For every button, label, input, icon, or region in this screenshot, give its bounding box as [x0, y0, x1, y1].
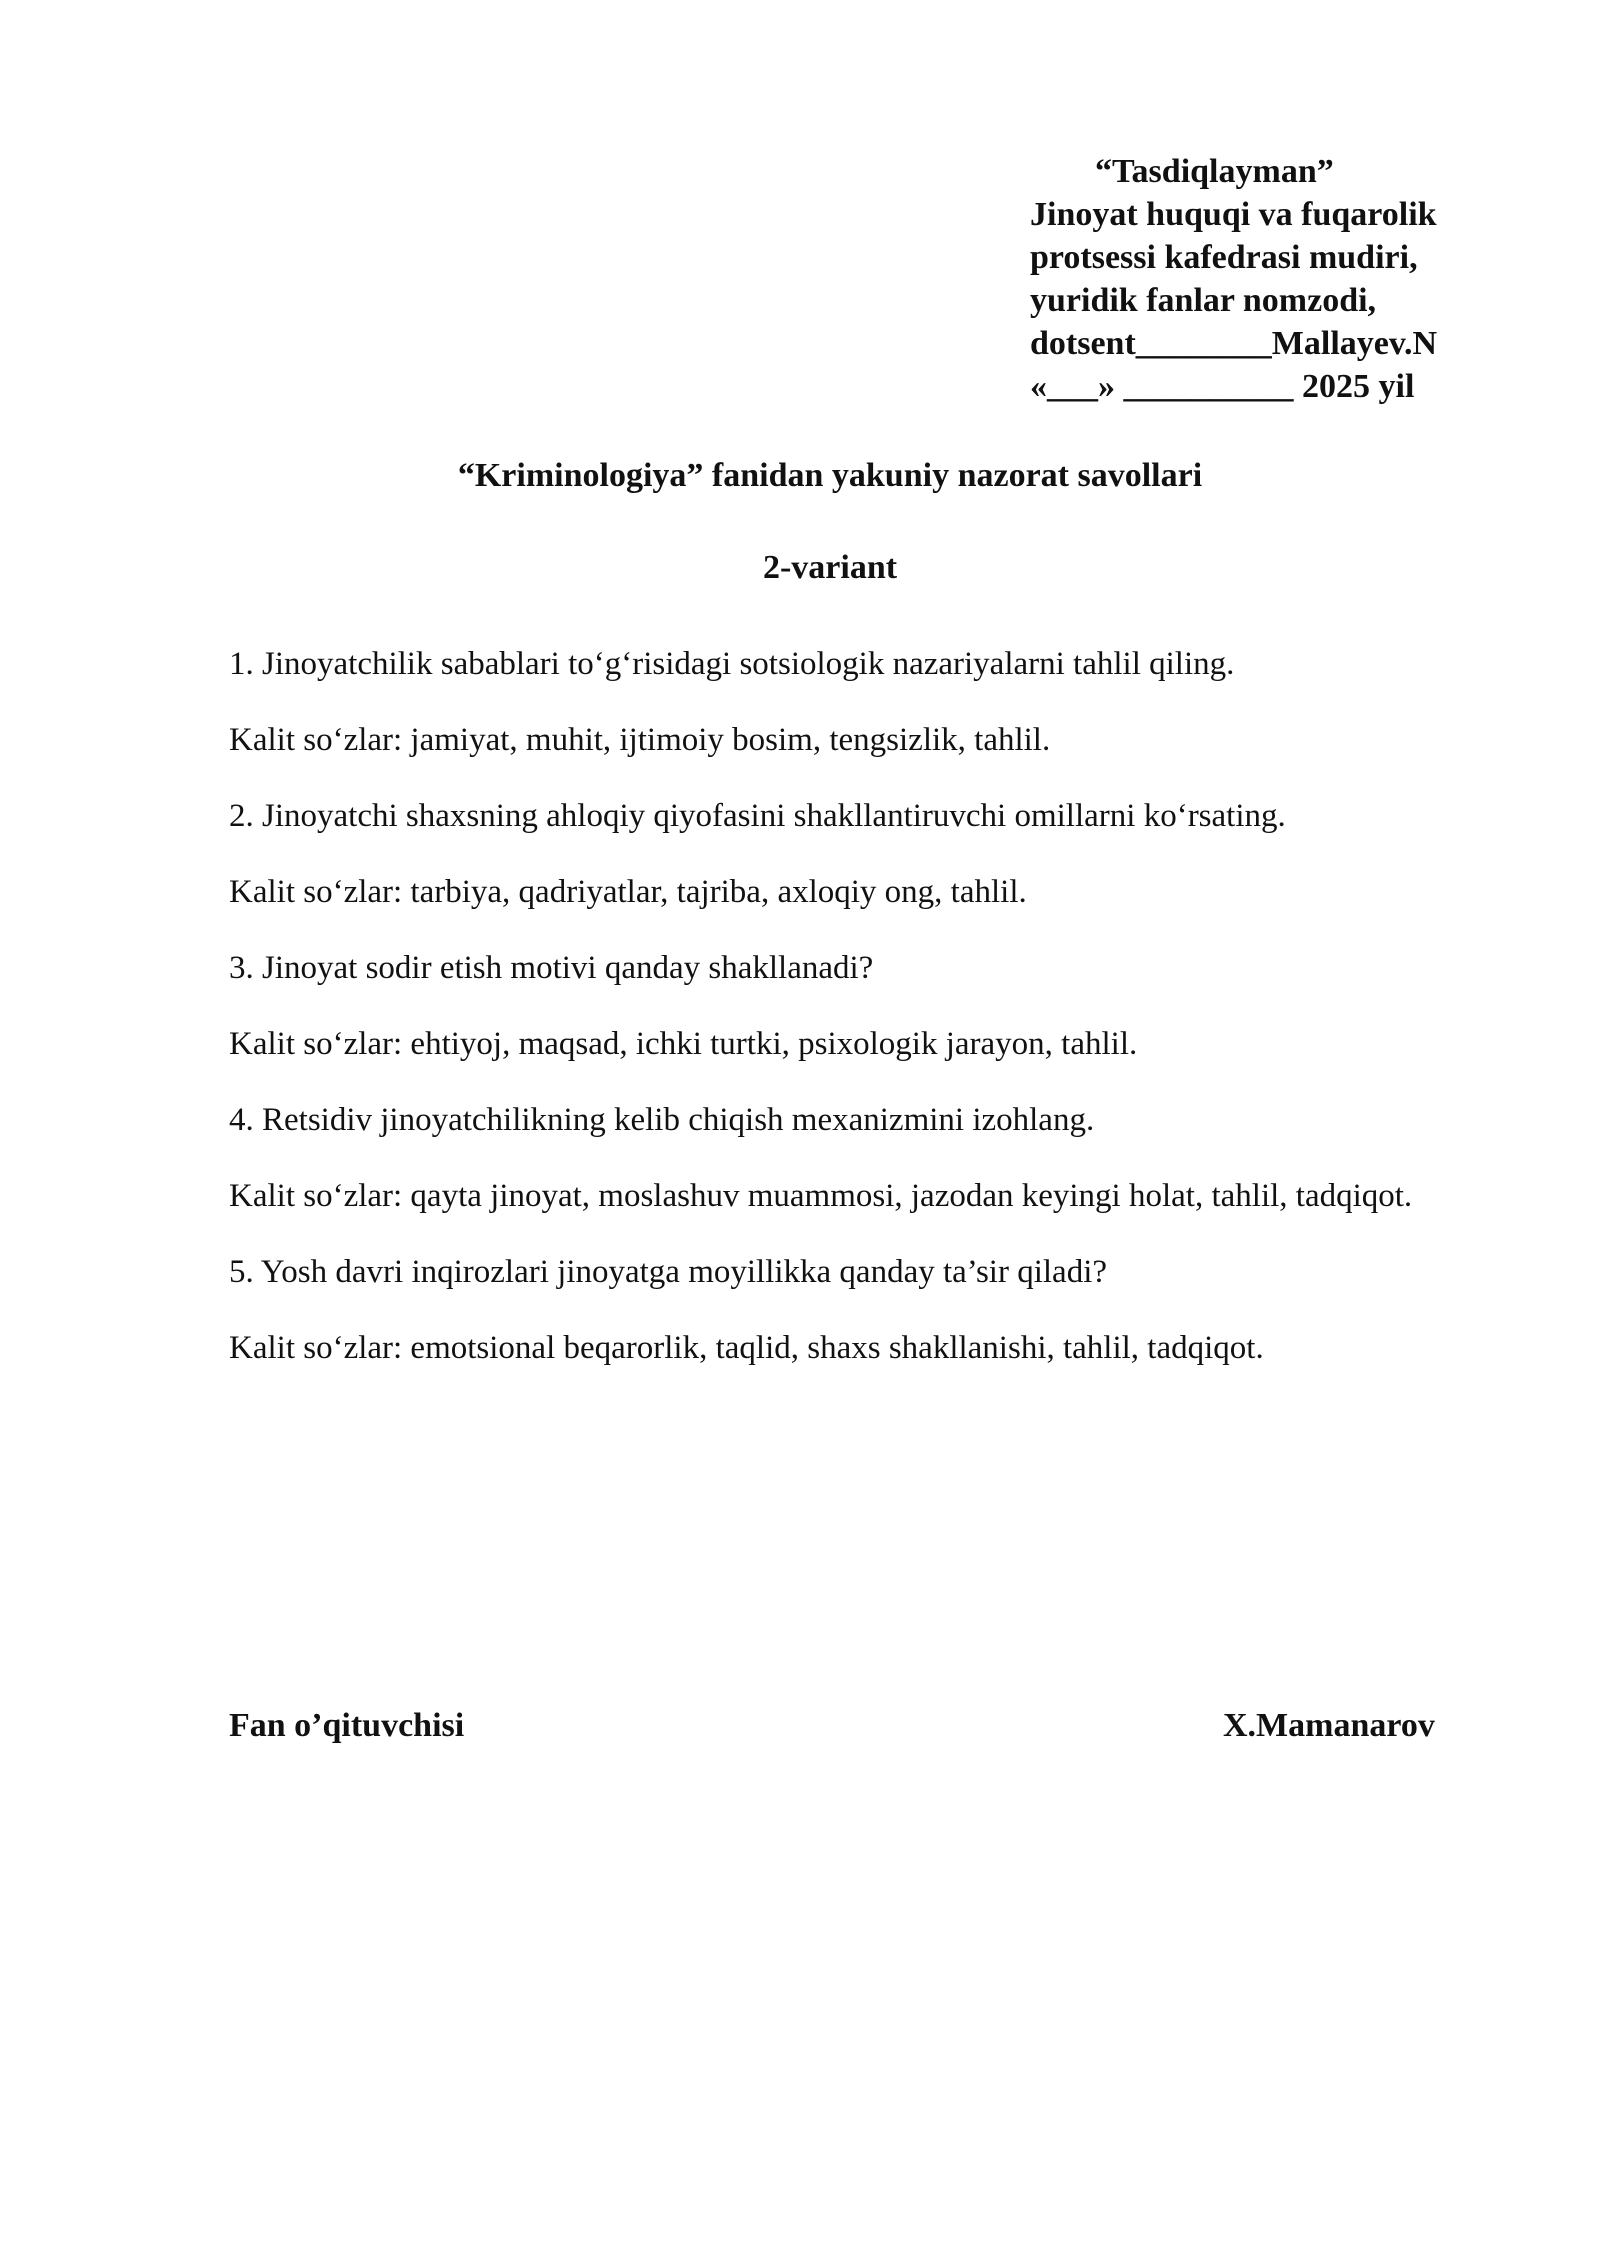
document-title: “Kriminologiya” fanidan yakuniy nazorat savollari — [457, 457, 1203, 494]
question-1: 1. Jinoyatchilik sabablari to‘g‘risidagi sotsiologik nazariyalarni tahlil qiling. — [229, 646, 1235, 682]
question-2: 2. Jinoyatchi shaxsning ahloqiy qiyofasini shakllantiruvchi omillarni ko‘rsating. — [229, 798, 1286, 834]
approval-heading: “Tasdiqlayman” — [1095, 153, 1334, 190]
approval-line-date: «___» __________ 2025 yil — [1030, 368, 1415, 405]
approval-block — [1030, 150, 1550, 408]
approval-line-department: Jinoyat huquqi va fuqarolik — [1030, 196, 1437, 233]
teacher-role: Fan o’qituvchisi — [229, 1707, 465, 1744]
approval-line-degree: yuridik fanlar nomzodi, — [1030, 282, 1377, 319]
keywords-5: Kalit so‘zlar: emotsional beqarorlik, taqlid, shaxs shakllanishi, tahlil, tadqiqot. — [229, 1330, 1264, 1366]
teacher-name: X.Mamanarov — [1223, 1707, 1435, 1744]
approval-line-signature: dotsent________Mallayev.N — [1030, 325, 1438, 362]
questions-list — [229, 640, 1479, 1400]
question-3: 3. Jinoyat sodir etish motivi qanday shakllanadi? — [229, 950, 874, 986]
variant-label: 2-variant — [762, 549, 898, 586]
keywords-2: Kalit so‘zlar: tarbiya, qadriyatlar, tajriba, axloqiy ong, tahlil. — [229, 874, 1027, 910]
question-5: 5. Yosh davri inqirozlari jinoyatga moyillikka qanday ta’sir qiladi? — [229, 1254, 1108, 1290]
approval-line-process: protsessi kafedrasi mudiri, — [1030, 239, 1418, 276]
keywords-1: Kalit so‘zlar: jamiyat, muhit, ijtimoiy bosim, tengsizlik, tahlil. — [229, 722, 1051, 758]
question-4: 4. Retsidiv jinoyatchilikning kelib chiqish mexanizmini izohlang. — [229, 1102, 1095, 1138]
keywords-4: Kalit so‘zlar: qayta jinoyat, moslashuv muammosi, jazodan keyingi holat, tahlil, tadqiqot. — [229, 1178, 1413, 1214]
keywords-3: Kalit so‘zlar: ehtiyoj, maqsad, ichki turtki, psixologik jarayon, tahlil. — [229, 1026, 1138, 1062]
